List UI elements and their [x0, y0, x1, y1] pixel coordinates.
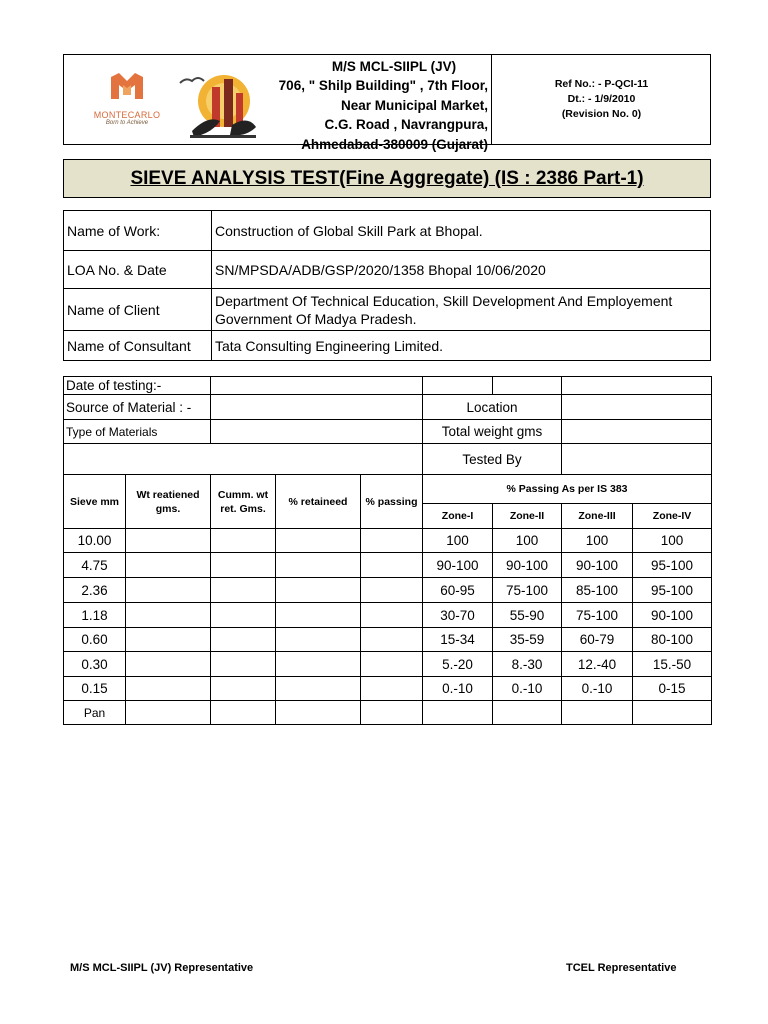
zone-value	[633, 701, 712, 725]
sieve-size: 4.75	[64, 553, 126, 578]
total-weight-value	[562, 420, 712, 444]
cumm-cell	[211, 677, 276, 701]
project-value: Tata Consulting Engineering Limited.	[212, 331, 711, 361]
sieve-size: 0.15	[64, 677, 126, 701]
address-line-1: 706, " Shilp Building" , 7th Floor,	[278, 78, 488, 94]
sieve-size: 0.30	[64, 652, 126, 677]
address-line-4: Ahmedabad-380009 (Gujarat)	[301, 136, 488, 152]
passing-cell	[361, 701, 423, 725]
date-value	[211, 377, 423, 395]
tested-by-row	[64, 444, 712, 475]
reference-block	[492, 77, 711, 122]
col-header-pct-retained: % retaineed	[276, 475, 361, 529]
letterhead	[63, 54, 711, 152]
address-line-2: Near Municipal Market,	[340, 97, 488, 113]
zone-value: 15-34	[423, 628, 493, 652]
table-row	[64, 677, 712, 701]
ref-number: Ref No.: - P-QCI-11	[554, 78, 649, 90]
sieve-analysis-table	[63, 376, 712, 725]
zone-value: 60-95	[423, 578, 493, 603]
ref-date: Dt.: - 1/9/2010	[567, 93, 636, 105]
cumm-cell	[211, 652, 276, 677]
total-weight-label: Total weight gms	[423, 420, 562, 444]
table-row	[64, 701, 712, 725]
location-label: Location	[423, 395, 562, 420]
retained-cell	[276, 652, 361, 677]
sieve-size: 0.60	[64, 628, 126, 652]
zone-header: Zone-II	[493, 504, 562, 529]
type-label: Type of Materials	[64, 420, 211, 444]
project-label: Name of Consultant	[64, 331, 212, 361]
retained-cell	[276, 553, 361, 578]
project-label: Name of Client	[64, 289, 212, 331]
tested-by-label: Tested By	[423, 444, 562, 475]
project-row-work	[64, 211, 711, 251]
zone-value: 80-100	[633, 628, 712, 652]
zone-value: 90-100	[562, 553, 633, 578]
table-row	[64, 652, 712, 677]
passing-cell	[361, 529, 423, 553]
revision-number: (Revision No. 0)	[561, 108, 642, 120]
zone-value: 8.-30	[493, 652, 562, 677]
zone-value: 0.-10	[562, 677, 633, 701]
project-value: Construction of Global Skill Park at Bhopal.	[212, 211, 711, 251]
source-value	[211, 395, 423, 420]
retained-cell	[276, 529, 361, 553]
project-label: LOA No. & Date	[64, 251, 212, 289]
tcel-representative-signature: TCEL Representative	[566, 962, 677, 974]
column-header-row	[64, 475, 712, 504]
jv-representative-signature: M/S MCL-SIIPL (JV) Representative	[70, 962, 254, 974]
document-title-text: SIEVE ANALYSIS TEST(Fine Aggregate) (IS : 2386 Part-1)	[130, 168, 644, 189]
zone-value: 90-100	[423, 553, 493, 578]
tested-by-value	[562, 444, 712, 475]
zone-value: 75-100	[493, 578, 562, 603]
table-row	[64, 553, 712, 578]
zone-value: 90-100	[633, 603, 712, 628]
company-name: M/S MCL-SIIPL (JV)	[331, 59, 457, 74]
zone-value: 12.-40	[562, 652, 633, 677]
blank-cell	[493, 377, 562, 395]
passing-cell	[361, 652, 423, 677]
wt-cell	[126, 652, 211, 677]
zone-header: Zone-III	[562, 504, 633, 529]
blank-cell	[423, 377, 493, 395]
project-value: Department Of Technical Education, Skill Development And Employement Government Of Madya Pradesh.	[212, 289, 711, 331]
retained-cell	[276, 603, 361, 628]
table-row	[64, 529, 712, 553]
sieve-size: 10.00	[64, 529, 126, 553]
montecarlo-logo-tagline: Born to Achieve	[105, 120, 149, 126]
zone-header: Zone-I	[423, 504, 493, 529]
zone-value: 0-15	[633, 677, 712, 701]
cumm-cell	[211, 603, 276, 628]
retained-cell	[276, 677, 361, 701]
zone-header: Zone-IV	[633, 504, 712, 529]
zone-value: 0.-10	[423, 677, 493, 701]
zone-value: 75-100	[562, 603, 633, 628]
zone-value: 95-100	[633, 578, 712, 603]
zone-value	[562, 701, 633, 725]
zone-value	[423, 701, 493, 725]
col-header-cumm: Cumm. wt ret. Gms.	[211, 475, 276, 529]
zone-value: 100	[493, 529, 562, 553]
zone-value: 30-70	[423, 603, 493, 628]
project-row-client	[64, 289, 711, 331]
cumm-cell	[211, 529, 276, 553]
col-header-pct-passing: % passing	[361, 475, 423, 529]
table-row	[64, 603, 712, 628]
zone-value: 5.-20	[423, 652, 493, 677]
zone-value: 35-59	[493, 628, 562, 652]
montecarlo-logo	[92, 69, 162, 129]
passing-cell	[361, 553, 423, 578]
type-row	[64, 420, 712, 444]
source-label: Source of Material : -	[64, 395, 211, 420]
cumm-cell	[211, 578, 276, 603]
zone-value: 60-79	[562, 628, 633, 652]
type-value	[211, 420, 423, 444]
shilp-building-icon	[172, 65, 262, 143]
project-row-loa	[64, 251, 711, 289]
passing-cell	[361, 578, 423, 603]
passing-cell	[361, 677, 423, 701]
retained-cell	[276, 578, 361, 603]
passing-cell	[361, 603, 423, 628]
company-address	[260, 57, 488, 154]
passing-cell	[361, 628, 423, 652]
col-header-wt: Wt reatiened gms.	[126, 475, 211, 529]
table-row	[64, 628, 712, 652]
table-row	[64, 578, 712, 603]
retained-cell	[276, 701, 361, 725]
col-header-is-383: % Passing As per IS 383	[423, 475, 712, 504]
wt-cell	[126, 603, 211, 628]
wt-cell	[126, 529, 211, 553]
zone-value: 0.-10	[493, 677, 562, 701]
blank-cell	[64, 444, 423, 475]
retained-cell	[276, 628, 361, 652]
zone-value: 90-100	[493, 553, 562, 578]
project-label: Name of Work:	[64, 211, 212, 251]
location-value	[562, 395, 712, 420]
sieve-size: 2.36	[64, 578, 126, 603]
montecarlo-logo-text: MONTECARLO	[93, 110, 161, 120]
wt-cell	[126, 701, 211, 725]
montecarlo-mark-icon	[107, 69, 147, 103]
zone-value: 85-100	[562, 578, 633, 603]
zone-value: 15.-50	[633, 652, 712, 677]
cumm-cell	[211, 628, 276, 652]
zone-value: 100	[633, 529, 712, 553]
project-row-consultant	[64, 331, 711, 361]
sieve-size: Pan	[64, 701, 126, 725]
document-title	[63, 159, 711, 198]
wt-cell	[126, 677, 211, 701]
zone-value: 100	[423, 529, 493, 553]
wt-cell	[126, 553, 211, 578]
col-header-sieve: Sieve mm	[64, 475, 126, 529]
address-line-3: C.G. Road , Navrangpura,	[324, 117, 488, 133]
shilp-logo	[172, 65, 262, 143]
cumm-cell	[211, 701, 276, 725]
date-label: Date of testing:-	[64, 377, 211, 395]
zone-value: 100	[562, 529, 633, 553]
sieve-size: 1.18	[64, 603, 126, 628]
wt-cell	[126, 628, 211, 652]
zone-value: 95-100	[633, 553, 712, 578]
wt-cell	[126, 578, 211, 603]
project-info-table	[63, 210, 711, 361]
date-row	[64, 377, 712, 395]
blank-cell	[562, 377, 712, 395]
project-value: SN/MPSDA/ADB/GSP/2020/1358 Bhopal 10/06/2020	[212, 251, 711, 289]
zone-value: 55-90	[493, 603, 562, 628]
cumm-cell	[211, 553, 276, 578]
source-row	[64, 395, 712, 420]
zone-value	[493, 701, 562, 725]
